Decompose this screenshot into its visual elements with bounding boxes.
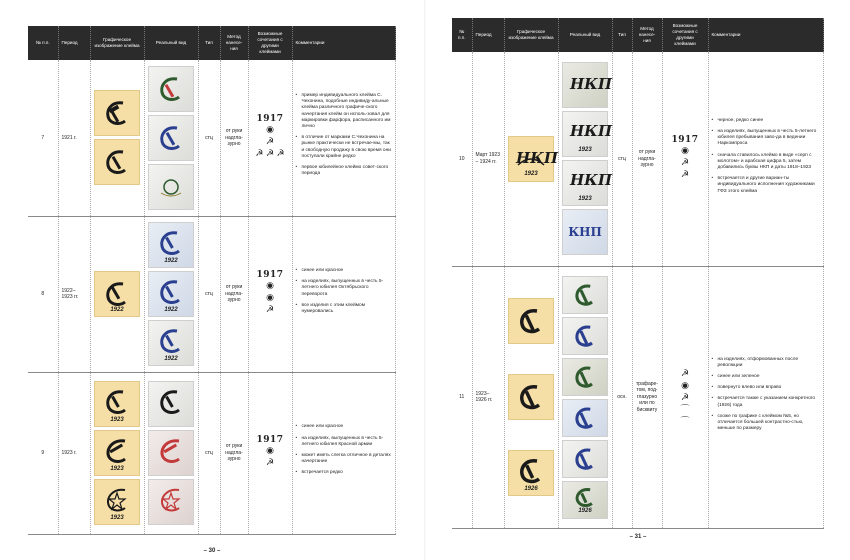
mark-year: 1922	[164, 257, 178, 264]
svg-text:НКП: НКП	[570, 75, 612, 94]
mark-photo	[562, 399, 608, 437]
comment-item: • может иметь слегка отличное в деталях начертание	[296, 453, 393, 465]
seal-icon: ◉	[266, 280, 274, 291]
nkp-monogram-mark-icon	[514, 143, 558, 175]
row-method: от руки надгла-зурно	[220, 216, 248, 372]
sickle-hammer-icon: ☭	[680, 368, 690, 378]
comments-cell	[292, 372, 396, 534]
mark-graphic-image	[94, 381, 140, 427]
mark-photo	[148, 66, 194, 112]
seal-icon: ◉	[266, 445, 274, 456]
row-type: осн.	[612, 266, 632, 528]
row-period: 1923–1926 гг.	[472, 266, 504, 528]
header-num: № п.п.	[452, 18, 472, 52]
svg-text:НКП: НКП	[516, 148, 558, 167]
comment-item: • в отличие от марками С.Чехонина на рынке практически не встречае-мы, так и свободную продажу в свою время они поступали крайне редко	[296, 135, 393, 160]
comment-item: • синее или красное	[296, 268, 393, 274]
header-type: Тип	[198, 26, 220, 60]
table-row	[452, 266, 824, 528]
mark-photo	[148, 222, 194, 268]
svg-text:НКП: НКП	[570, 122, 612, 141]
header-comments: Комментарии	[708, 18, 824, 52]
combos-cell	[662, 266, 708, 528]
comment-item: • встречается редко	[296, 470, 393, 476]
comment-item: • на изделиях, выпущенных в честь 5-летнего юбилея Красной армии	[296, 436, 393, 448]
row-type: стц	[198, 60, 220, 216]
mark-photo	[148, 430, 194, 476]
mark-photo	[562, 276, 608, 314]
row-num: 8	[28, 216, 58, 372]
left-page	[28, 26, 396, 554]
header-type: Тип	[612, 18, 632, 52]
sickle-hammer-mark-icon	[155, 327, 187, 359]
sickle-hammer-mark-icon	[515, 305, 547, 337]
header-period: Период	[58, 26, 90, 60]
sickle-hammer-icon: ☭	[265, 304, 275, 315]
row-period: Март 1923 – 1924 гг.	[472, 52, 504, 266]
comments-cell	[292, 60, 396, 216]
row-method: от руки надгла-зурно	[220, 372, 248, 534]
combo-year: 1917	[256, 434, 284, 445]
graphic-cell	[90, 216, 144, 372]
row-num: 9	[28, 372, 58, 534]
header-num: № п.п.	[28, 26, 58, 60]
mark-graphic-image	[94, 271, 140, 317]
comment-item: • пример индивидуального клейма С. Чехонина, подобные индивиду-альные клейма различного графиче-ского начертания клейм он исполь-зовал для маркировки фарфора, расписанного им лично	[296, 93, 393, 130]
sickle-hammer-mark-icon	[101, 388, 133, 420]
mark-photo	[562, 481, 608, 519]
combos-cell	[248, 216, 292, 372]
combos-cell	[662, 52, 708, 266]
sickle-hammer-icon: ☭	[680, 156, 690, 167]
sickle-hammer-icon: ☭	[680, 392, 690, 402]
sickle-hammer-mark-icon	[571, 322, 599, 350]
mark-photo	[562, 440, 608, 478]
star-sickle-mark-icon	[101, 486, 133, 518]
comment-item: • схоже по графике с клеймом №5, но отличается большей контрастно-стью, меньше по размеру	[712, 414, 821, 433]
mark-graphic-image	[94, 90, 140, 136]
mark-photo	[148, 381, 194, 427]
sickle-hammer-mark-icon	[571, 363, 599, 391]
mark-year: 1922	[110, 306, 124, 313]
mark-year: 1922	[164, 306, 178, 313]
mark-photo	[562, 62, 612, 108]
header-graphic: Графическое изображение клейма	[90, 26, 144, 60]
svg-text:НКП: НКП	[570, 171, 612, 190]
row-period: 1923 г.	[58, 372, 90, 534]
comment-item: • черное, редко синее	[712, 118, 821, 124]
row-num: 7	[28, 60, 58, 216]
combos-cell	[248, 372, 292, 534]
mark-photo	[148, 164, 194, 210]
comment-item: • встречается также с указанием конкретного (1926) года	[712, 396, 821, 408]
mark-photo	[148, 115, 194, 161]
nkp-monogram-mark-icon	[568, 69, 612, 101]
graphic-cell	[90, 372, 144, 534]
mark-text: КНП	[568, 225, 602, 240]
sickle-hammer-icon: ☭	[680, 168, 690, 179]
sickle-hammer-mark-icon	[155, 229, 187, 261]
comment-item: • первое юбилейное клеймо совет-ского периода	[296, 165, 393, 177]
page-number: – 30 –	[203, 548, 221, 554]
row-method: трафаре-том, под-глазурно или по бисквиту	[632, 266, 662, 528]
header-method: Метод нанесе-ния	[632, 18, 662, 52]
mark-photo	[562, 160, 612, 206]
sickle-hammer-mark-icon	[571, 404, 599, 432]
sickle-hammer-icon: ☭	[265, 457, 275, 468]
mark-year: 1923	[110, 416, 124, 423]
table-header	[452, 18, 824, 52]
mark-photo	[562, 111, 612, 157]
graphic-cell	[504, 266, 558, 528]
seal-icon: ◉	[266, 123, 274, 134]
header-period: Период	[472, 18, 504, 52]
mark-year: 1923	[524, 171, 538, 178]
mark-graphic-image	[508, 136, 558, 182]
header-real: Реальный вид	[144, 26, 198, 60]
sickle-hammer-mark-icon	[155, 73, 187, 105]
sickle-hammer-mark-icon	[101, 437, 133, 469]
sickle-hammer-mark-icon	[571, 281, 599, 309]
page-number: – 31 –	[629, 534, 647, 540]
left-marks-table	[28, 26, 396, 535]
real-cell	[144, 216, 198, 372]
header-real: Реальный вид	[558, 18, 612, 52]
mark-photo	[148, 271, 194, 317]
header-combos: Возможные сочетания с другими клеймами	[248, 26, 292, 60]
row-method: от руки надгла-зурно	[632, 52, 662, 266]
mark-graphic-image	[508, 374, 554, 420]
seal-icon: ◉	[266, 292, 274, 303]
comment-item: • на изделиях, выпущенных в честь 5-летнего юбилея Октябрьского переворота	[296, 279, 393, 298]
book-spine	[424, 0, 426, 560]
combo-year: 1917	[256, 113, 284, 124]
real-cell	[144, 60, 198, 216]
mark-graphic-image	[508, 298, 554, 344]
comment-item: • сначала ставилось клеймо в виде «серп с молотом» и арабская цифра 5, затем добавились буквы НКП и даты 1918–1923	[712, 153, 821, 172]
comment-item: • синее или красное	[296, 424, 393, 430]
mark-graphic-image	[94, 139, 140, 185]
row-type: стц	[198, 216, 220, 372]
combo-year: 1917	[256, 269, 284, 280]
table-row	[28, 60, 396, 216]
real-cell	[558, 266, 612, 528]
nkp-monogram-mark-icon	[568, 118, 612, 150]
graphic-cell	[90, 60, 144, 216]
comments-cell	[708, 52, 824, 266]
mark-photo	[148, 479, 194, 525]
mark-photo	[562, 209, 608, 255]
header-combos: Возможные сочетания с другими клеймами	[662, 18, 708, 52]
row-period: 1921 г.	[58, 60, 90, 216]
sickle-hammer-mark-icon	[515, 457, 547, 489]
mark-photo	[148, 320, 194, 366]
small-marks-icon: ☭ ☭ ☭	[255, 147, 285, 158]
mark-year: 1923	[578, 195, 592, 202]
sickle-hammer-icon: ☭	[265, 135, 275, 146]
comment-item: • встречается и другие вариан-ты индивидуального исполнения художниками ГФЗ этого клейма	[712, 176, 821, 195]
header-method: Метод нанесе-ния	[220, 26, 248, 60]
arc-mark-icon: ⌒	[680, 404, 690, 414]
sickle-hammer-mark-icon	[155, 278, 187, 310]
comments-cell	[292, 216, 396, 372]
row-method: от руки надгла-зурно	[220, 60, 248, 216]
mark-year: 1926	[578, 508, 592, 515]
mark-photo	[562, 358, 608, 396]
sickle-hammer-mark-icon	[155, 388, 187, 420]
seal-icon: ◉	[681, 380, 689, 390]
seal-icon: ◉	[681, 144, 689, 155]
comment-item: • на изделиях, отформованных после революции	[712, 357, 821, 369]
sickle-hammer-mark-icon	[571, 445, 599, 473]
mark-year: 1922	[164, 355, 178, 362]
mark-graphic-image	[508, 450, 554, 496]
header-graphic: Графическое изображение клейма	[504, 18, 558, 52]
nkp-monogram-mark-icon	[568, 167, 612, 199]
mark-graphic-image	[94, 479, 140, 525]
sickle-hammer-mark-icon	[155, 122, 187, 154]
comment-item: • на изделиях, выпущенных в честь 5-летнего юбилея пребывания заво-да в ведении Наркомпроса	[712, 129, 821, 148]
star-sickle-mark-icon	[155, 486, 187, 518]
comments-cell	[708, 266, 824, 528]
table-header	[28, 26, 396, 60]
table-row	[452, 52, 824, 266]
sickle-hammer-mark-icon	[101, 97, 133, 129]
sickle-hammer-mark-icon	[515, 381, 547, 413]
mark-year: 1923	[578, 146, 592, 153]
sickle-hammer-mark-icon	[155, 437, 187, 469]
mark-graphic-image	[94, 430, 140, 476]
graphic-cell	[504, 52, 558, 266]
row-num: 11	[452, 266, 472, 528]
arc-mark-icon: ⌒	[680, 416, 690, 426]
comment-item: • все изделия с этим клеймом нумеровались	[296, 303, 393, 315]
row-num: 10	[452, 52, 472, 266]
row-type: стц	[198, 372, 220, 534]
table-row	[28, 372, 396, 534]
sickle-hammer-mark-icon	[101, 278, 133, 310]
combos-cell	[248, 60, 292, 216]
header-comments: Комментарии	[292, 26, 396, 60]
row-type: стц	[612, 52, 632, 266]
mark-photo	[562, 317, 608, 355]
mark-year: 1926	[524, 485, 538, 492]
comment-item: • повернуто влево или вправо	[712, 385, 821, 391]
combo-year: 1917	[671, 134, 699, 145]
comment-item: • синее или зеленое	[712, 374, 821, 380]
right-marks-table	[452, 18, 824, 529]
sickle-hammer-mark-icon	[101, 146, 133, 178]
mark-year: 1923	[110, 465, 124, 472]
real-cell	[558, 52, 612, 266]
round-seal-mark-icon	[155, 171, 187, 203]
mark-year: 1923	[110, 514, 124, 521]
row-period: 1922–1923 гг.	[58, 216, 90, 372]
table-row	[28, 216, 396, 372]
right-page	[452, 18, 824, 540]
real-cell	[144, 372, 198, 534]
